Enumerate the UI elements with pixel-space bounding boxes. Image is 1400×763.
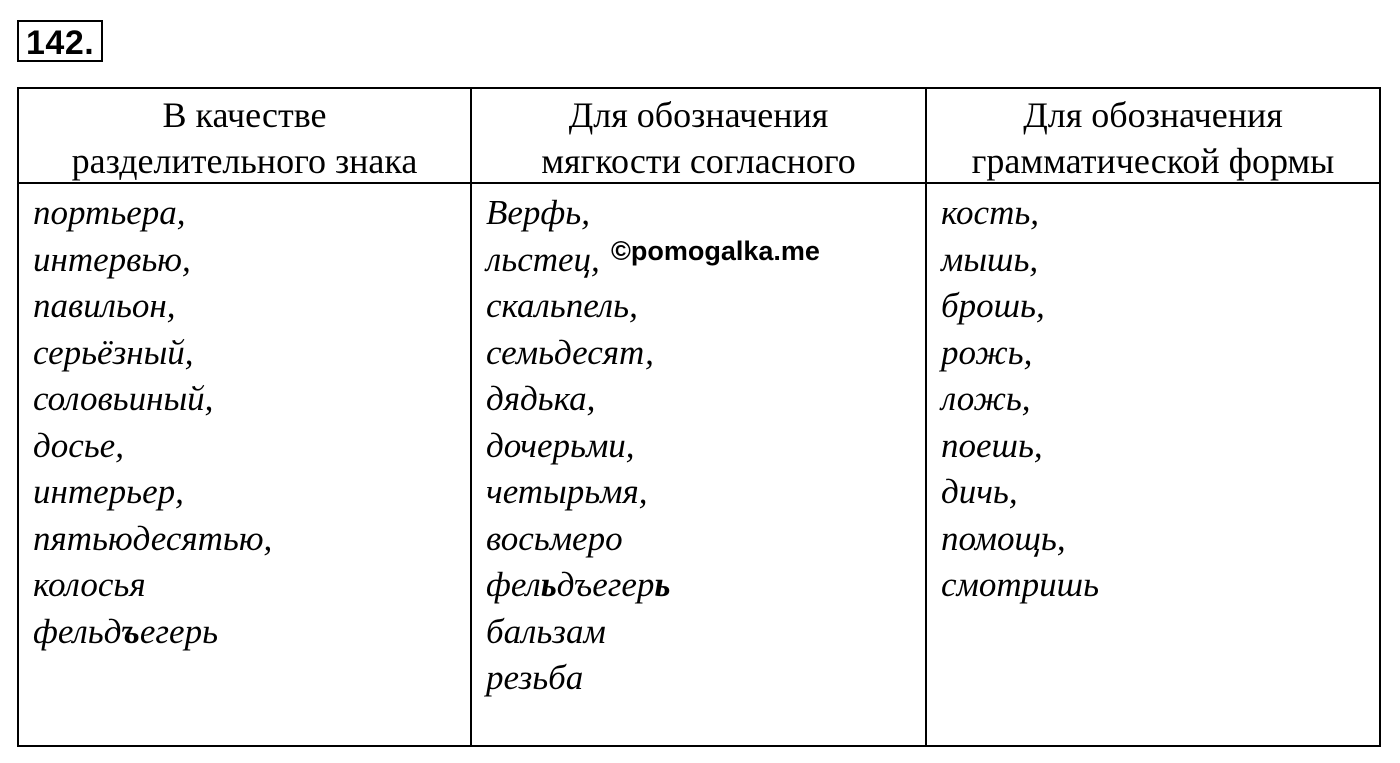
column-header-grammar — [927, 89, 1379, 184]
word-item: интерьер, — [33, 472, 184, 511]
word-item: Верфь, — [486, 193, 590, 232]
header-line: грамматической формы — [971, 141, 1335, 181]
word-item: дичь, — [941, 472, 1018, 511]
soft-sign-table — [17, 87, 1381, 747]
word-item: павильон, — [33, 286, 176, 325]
exercise-number: 142. — [17, 20, 103, 62]
header-line: мягкости согласного — [541, 141, 856, 181]
word-item: восьмеро — [486, 518, 623, 558]
watermark-text: ©pomogalka.me — [611, 236, 820, 266]
word-item: льстец, — [486, 239, 600, 279]
word-item: помощь, — [941, 518, 1066, 558]
word-item: серьёзный, — [33, 332, 194, 372]
column-header-softness — [472, 89, 927, 184]
word-item: семьдесят, — [486, 332, 654, 372]
header-line: разделительного знака — [71, 141, 418, 181]
word-item — [486, 562, 925, 609]
highlighted-letter: ь — [654, 565, 671, 604]
word-item: четырьмя, — [486, 472, 648, 511]
word-part: фел — [486, 565, 541, 604]
word-part: егерь — [139, 611, 219, 651]
word-item: портьера, — [33, 193, 186, 232]
word-item: интервью, — [33, 239, 191, 279]
header-line: В качестве — [162, 95, 327, 135]
word-item: смотришь — [941, 565, 1099, 604]
highlighted-letter: ъ — [121, 611, 140, 651]
word-item: дядька, — [486, 379, 596, 418]
header-line: Для обозначения — [568, 95, 829, 135]
word-item: дочерьми, — [486, 425, 635, 465]
column-header-separating — [19, 89, 472, 184]
word-item: кость, — [941, 193, 1040, 232]
word-list-softness — [472, 184, 927, 745]
word-item: соловьиный, — [33, 379, 214, 418]
word-item: мышь, — [941, 239, 1039, 279]
word-item: досье, — [33, 425, 124, 465]
highlighted-letter: ь — [540, 565, 557, 604]
word-item: бальзам — [486, 611, 606, 651]
word-item: брошь, — [941, 286, 1045, 325]
word-item: скальпель, — [486, 286, 638, 325]
word-item: поешь, — [941, 425, 1043, 465]
word-item: резьба — [486, 658, 584, 697]
word-item: пятьюдесятью, — [33, 518, 273, 558]
word-item: ложь, — [941, 379, 1031, 418]
word-item — [33, 609, 470, 656]
word-item: колосья — [33, 565, 146, 604]
word-part: дъегер — [556, 565, 655, 604]
word-item: рожь, — [941, 332, 1033, 372]
word-part: фельд — [33, 611, 122, 651]
word-list-separating — [19, 184, 472, 745]
word-list-grammar — [927, 184, 1379, 745]
header-line: Для обозначения — [1023, 95, 1283, 135]
